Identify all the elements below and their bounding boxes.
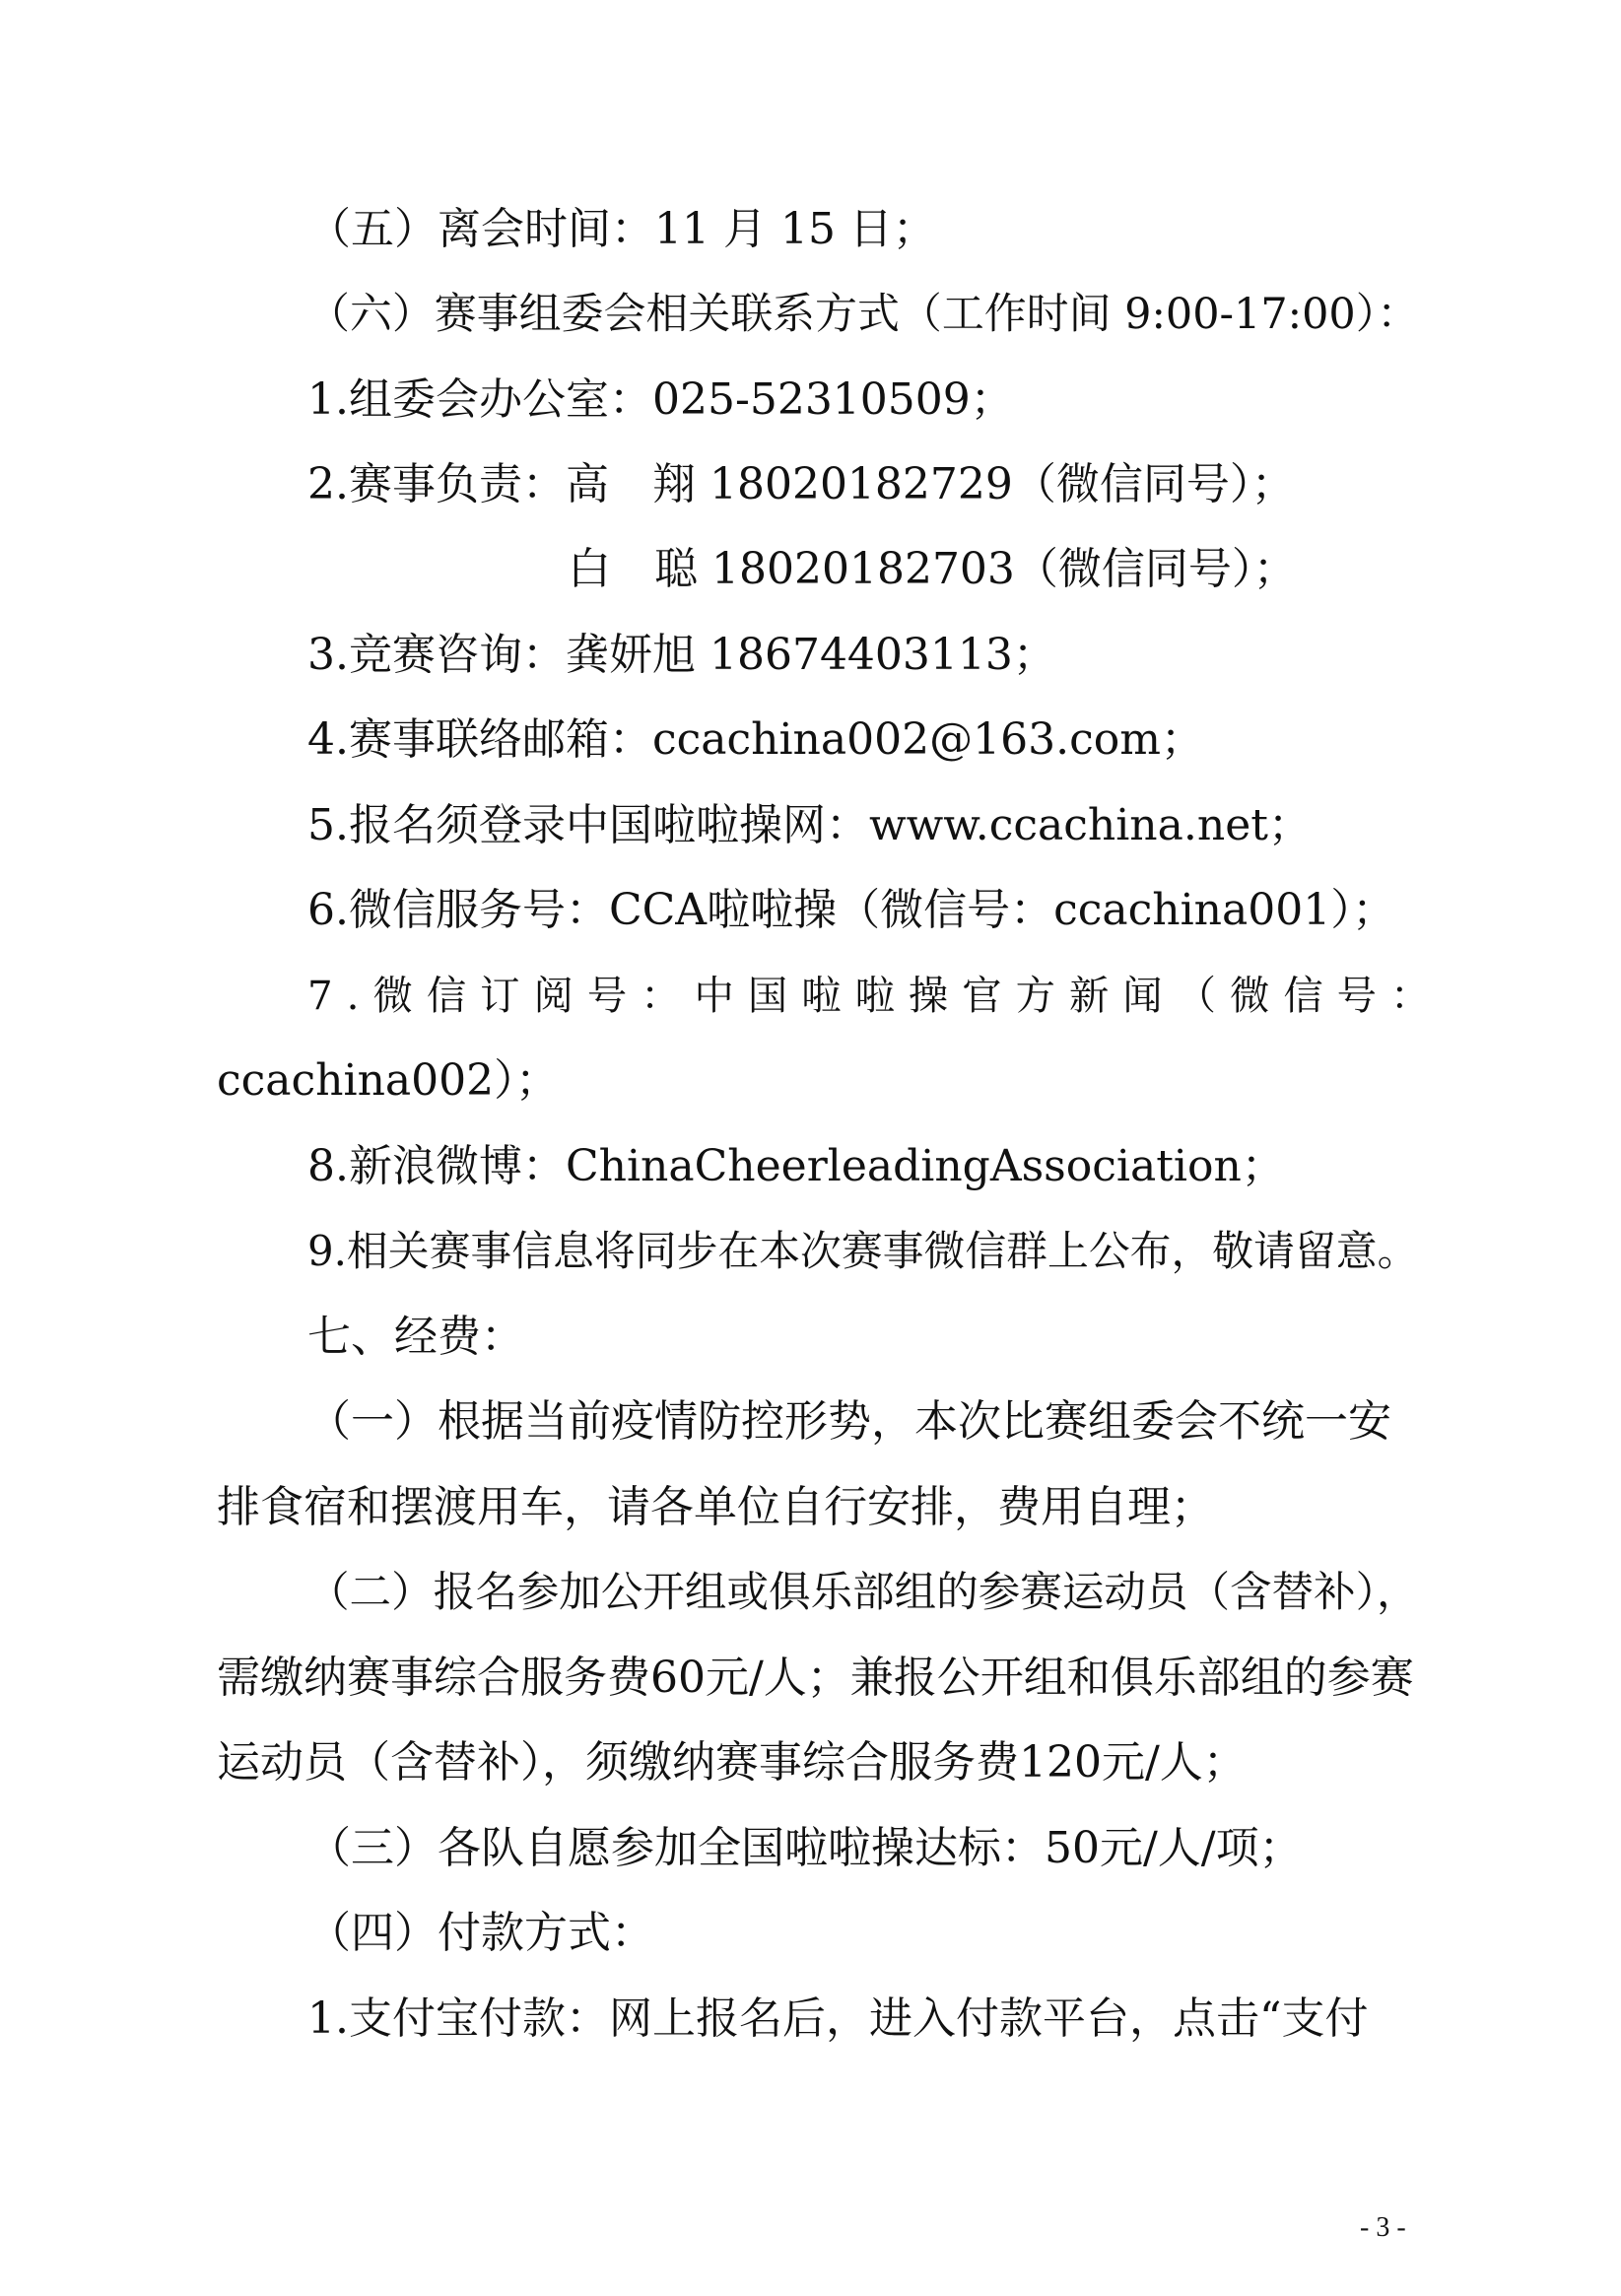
text-line-fee-2c: 运动员（含替补），须缴纳赛事综合服务费120元/人；	[217, 1737, 1247, 1788]
text-line-fee-1b: 排食宿和摆渡用车，请各单位自行安排，费用自理；	[217, 1482, 1214, 1532]
section-heading-fees: 七、经费：	[307, 1312, 524, 1362]
text-line-weibo: 8.新浪微博：ChinaCheerleadingAssociation；	[307, 1141, 1285, 1191]
text-line-wechat-id: ccachina002）；	[217, 1055, 560, 1106]
text-line-fee-2b: 需缴纳赛事综合服务费60元/人；兼报公开组和俱乐部组的参赛	[217, 1653, 1414, 1703]
text-line-office: 1.组委会办公室：025-52310509；	[307, 374, 1014, 425]
text-line-fee-2a: （二）报名参加公开组或俱乐部组的参赛运动员（含替补），	[307, 1568, 1419, 1617]
text-line-wechat-service: 6.微信服务号：CCA啦啦操（微信号：ccachina001）；	[307, 885, 1396, 935]
text-line-fee-3: （三）各队自愿参加全国啦啦操达标：50元/人/项；	[307, 1823, 1303, 1873]
text-line-departure: （五）离会时间：11 月 15 日；	[307, 204, 936, 254]
text-line-wechat-subscription: 7.微信订阅号：中国啦啦操官方新闻（微信号：	[307, 973, 1445, 1019]
page-number: - 3 -	[1360, 2212, 1406, 2243]
text-line-fee-1a: （一）根据当前疫情防控形势，本次比赛组委会不统一安	[307, 1396, 1391, 1447]
text-line-payment-heading: （四）付款方式：	[307, 1908, 654, 1958]
text-line-manager-2: 白 聪 18020182703（微信同号）；	[307, 544, 1297, 594]
text-line-website: 5.报名须登录中国啦啦操网：www.ccachina.net；	[307, 800, 1312, 850]
text-line-notice: 9.相关赛事信息将同步在本次赛事微信群上公布，敬请留意。	[307, 1227, 1419, 1275]
text-line-contact-heading: （六）赛事组委会相关联系方式（工作时间 9:00-17:00）：	[307, 290, 1420, 339]
text-line-manager-1: 2.赛事负责：高 翔 18020182729（微信同号）；	[307, 459, 1295, 509]
text-line-consult: 3.竞赛咨询：龚妍旭 18674403113；	[307, 630, 1056, 680]
text-line-alipay: 1.支付宝付款：网上报名后，进入付款平台，点击“支付	[307, 1993, 1369, 2044]
text-line-email: 4.赛事联络邮箱：ccachina002@163.com；	[307, 714, 1204, 765]
